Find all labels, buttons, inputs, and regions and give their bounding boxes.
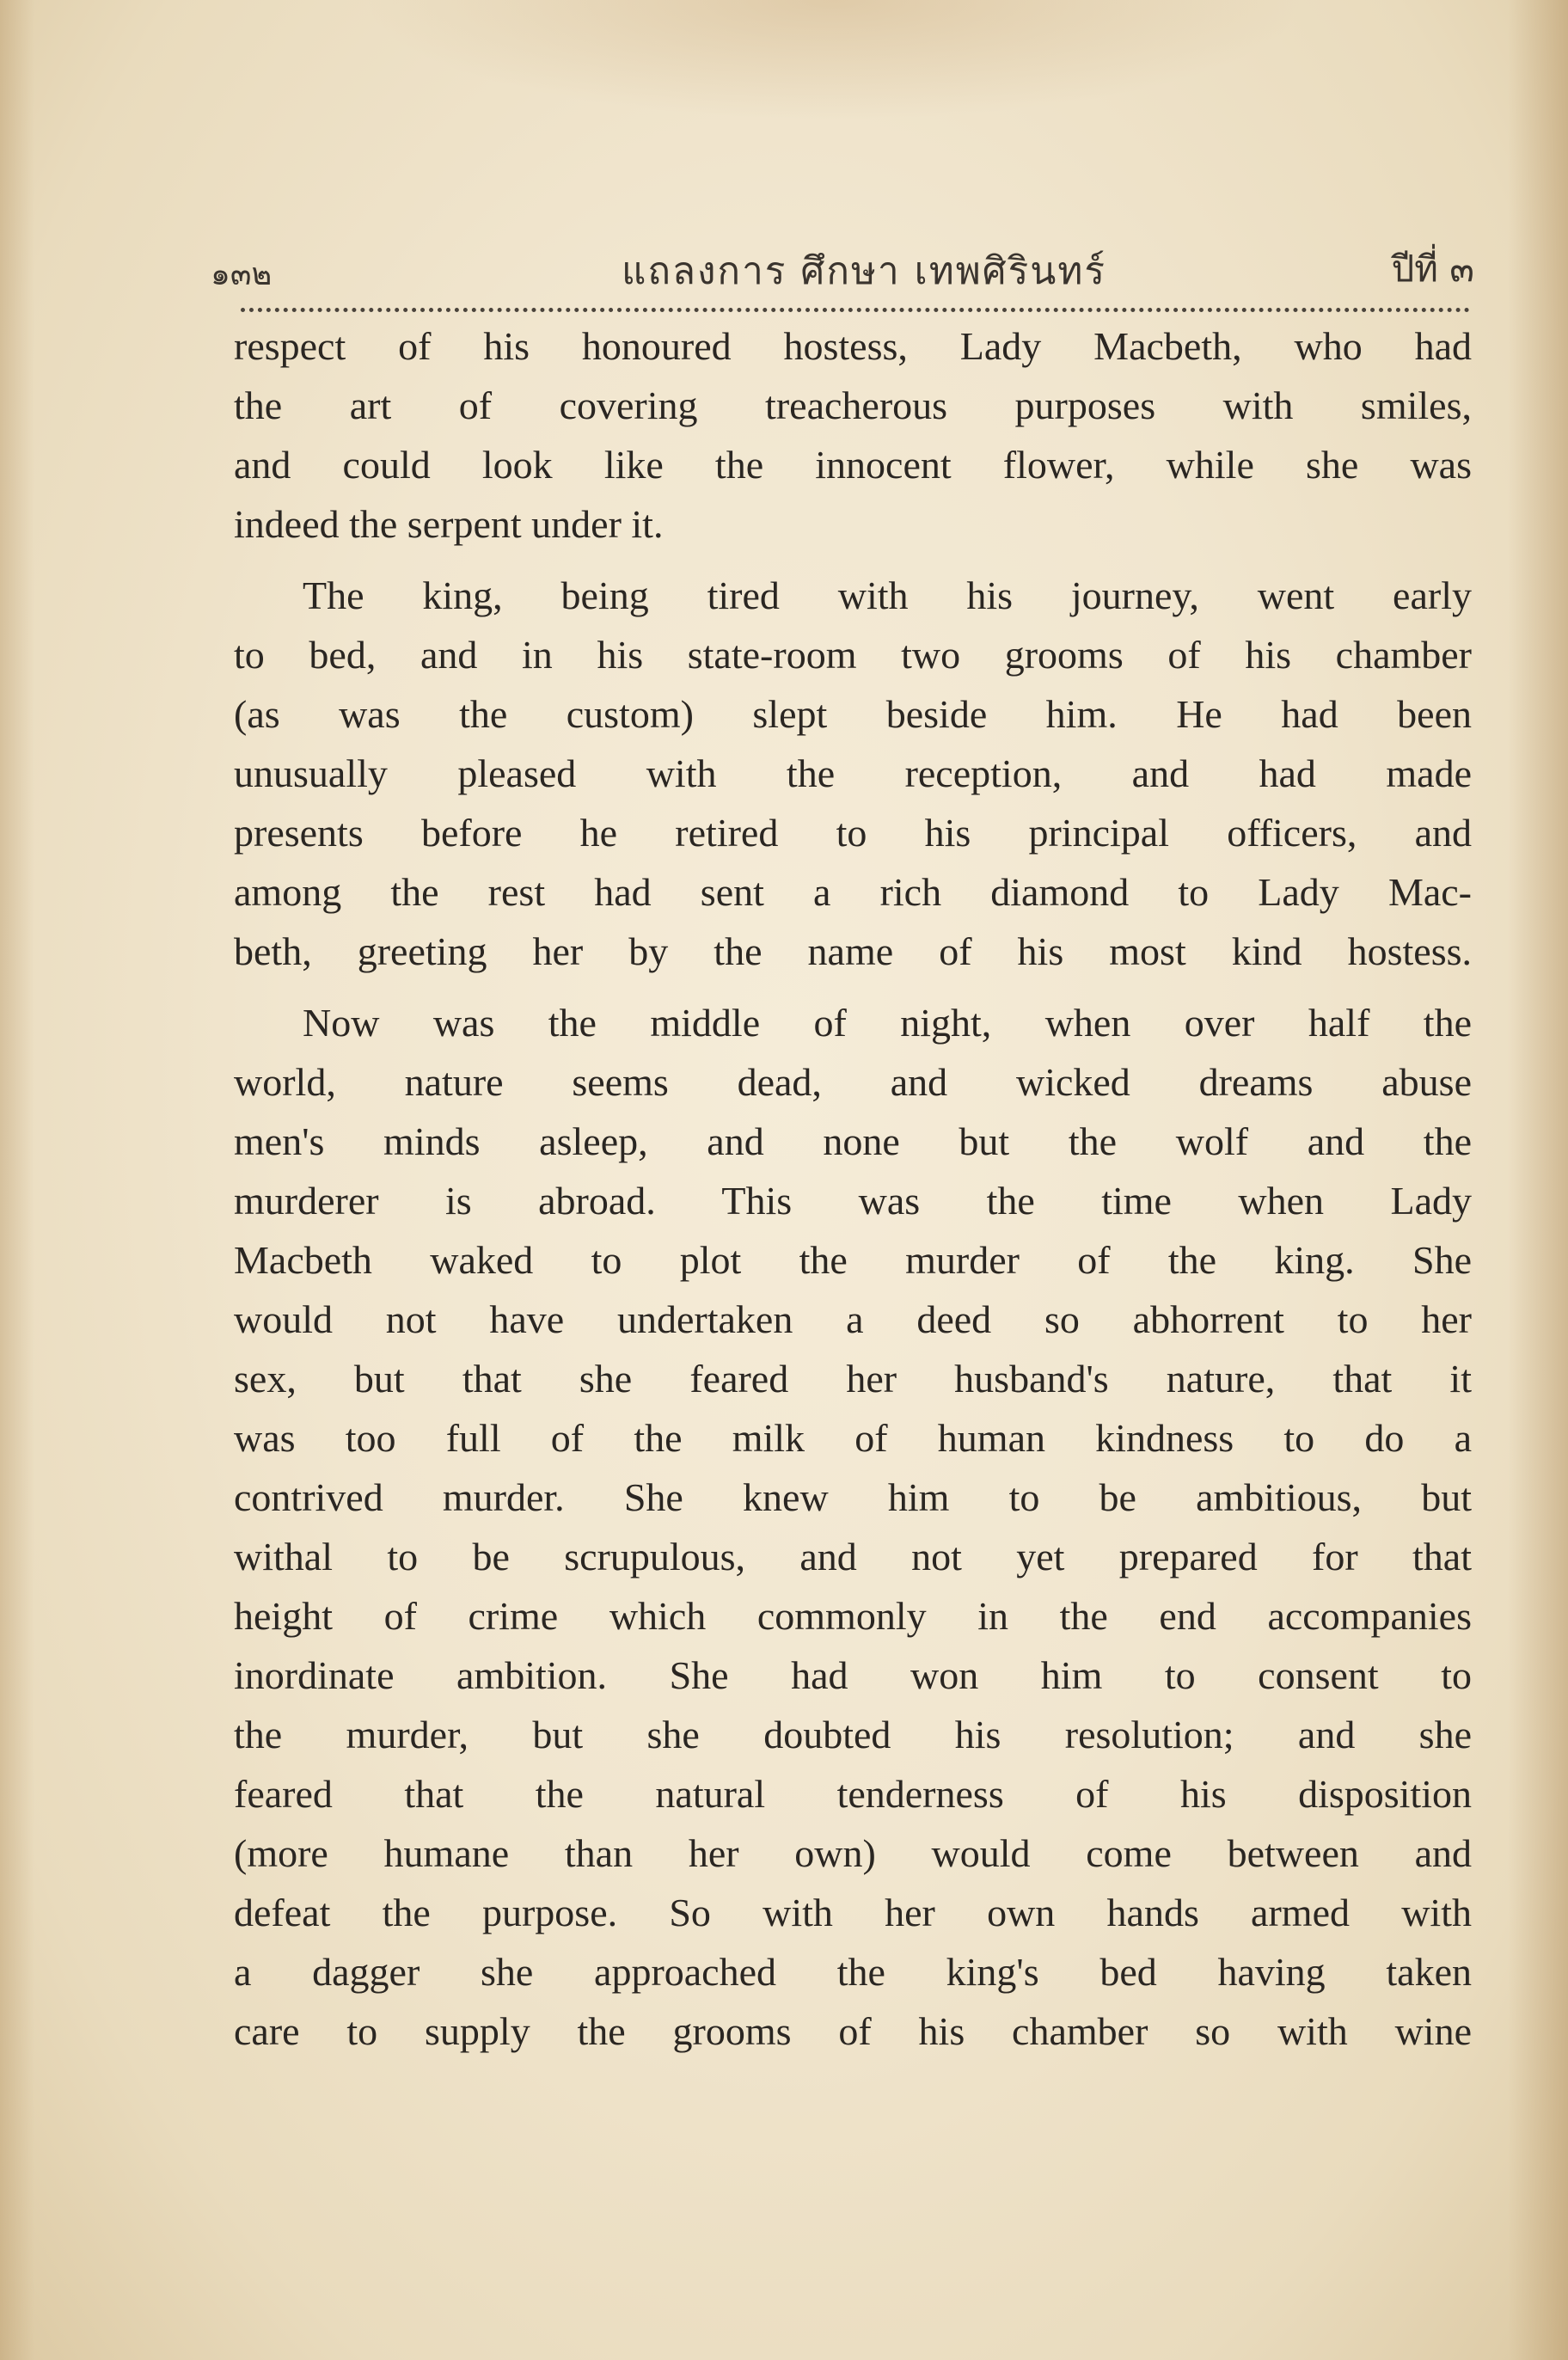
page-edge-shadow-right (1508, 0, 1568, 2360)
running-header (211, 241, 1474, 301)
text-line: The king, being tired with his journey, went early (303, 573, 1472, 617)
text-line: the murder, but she doubted his resolution; and she (234, 1713, 1472, 1756)
text-line: sex, but that she feared her husband's nature, that it (234, 1357, 1472, 1401)
text-line: presents before he retired to his principal officers, and (234, 811, 1472, 855)
text-line: was too full of the milk of human kindness to do a (234, 1416, 1472, 1460)
text-line: height of crime which commonly in the end accompanies (234, 1594, 1472, 1638)
paragraph (234, 993, 1472, 2061)
water-stain (361, 0, 1307, 120)
chapter-label: ปีที่ ๓ (1391, 248, 1474, 290)
text-line: contrived murder. She knew him to be ambitious, but (234, 1475, 1472, 1519)
header-dotted-rule (241, 308, 1470, 312)
text-line: inordinate ambition. She had won him to consent to (234, 1653, 1472, 1697)
text-line: (more humane than her own) would come between and (234, 1831, 1472, 1875)
text-line: beth, greeting her by the name of his most kind hostess. (234, 929, 1472, 973)
text-line: men's minds asleep, and none but the wolf and the (234, 1119, 1472, 1163)
text-line: defeat the purpose. So with her own hands armed with (234, 1891, 1472, 1934)
text-line: respect of his honoured hostess, Lady Macbeth, who had (234, 324, 1472, 368)
text-line: indeed the serpent under it. (234, 502, 664, 546)
text-line: to bed, and in his state-room two grooms of his chamber (234, 633, 1472, 677)
page-number: ๑๓๒ (211, 257, 273, 292)
text-line: murderer is abroad. This was the time when Lady (234, 1179, 1472, 1223)
text-line: and could look like the innocent flower, while she was (234, 443, 1472, 487)
text-line: a dagger she approached the king's bed having taken (234, 1950, 1472, 1994)
text-line: would not have undertaken a deed so abhorrent to her (234, 1297, 1472, 1341)
paragraph (234, 316, 1472, 554)
text-line: withal to be scrupulous, and not yet prepared for that (234, 1535, 1472, 1578)
text-line: Now was the middle of night, when over half the (303, 1001, 1472, 1045)
body-text (234, 316, 1472, 2061)
text-line: unusually pleased with the reception, and had made (234, 751, 1472, 795)
paragraph (234, 566, 1472, 981)
text-line: the art of covering treacherous purposes with smiles, (234, 383, 1472, 427)
text-line: (as was the custom) slept beside him. He had been (234, 692, 1472, 736)
running-title: แถลงการ ศึกษา เทพศิรินทร์ (621, 249, 1106, 293)
text-line: world, nature seems dead, and wicked dreams abuse (234, 1060, 1472, 1104)
text-line: Macbeth waked to plot the murder of the king. She (234, 1238, 1472, 1282)
page-edge-shadow-left (0, 0, 34, 2360)
text-line: care to supply the grooms of his chamber so with wine (234, 2009, 1472, 2053)
text-line: feared that the natural tenderness of his disposition (234, 1772, 1472, 1816)
text-line: among the rest had sent a rich diamond to Lady Mac- (234, 870, 1472, 914)
